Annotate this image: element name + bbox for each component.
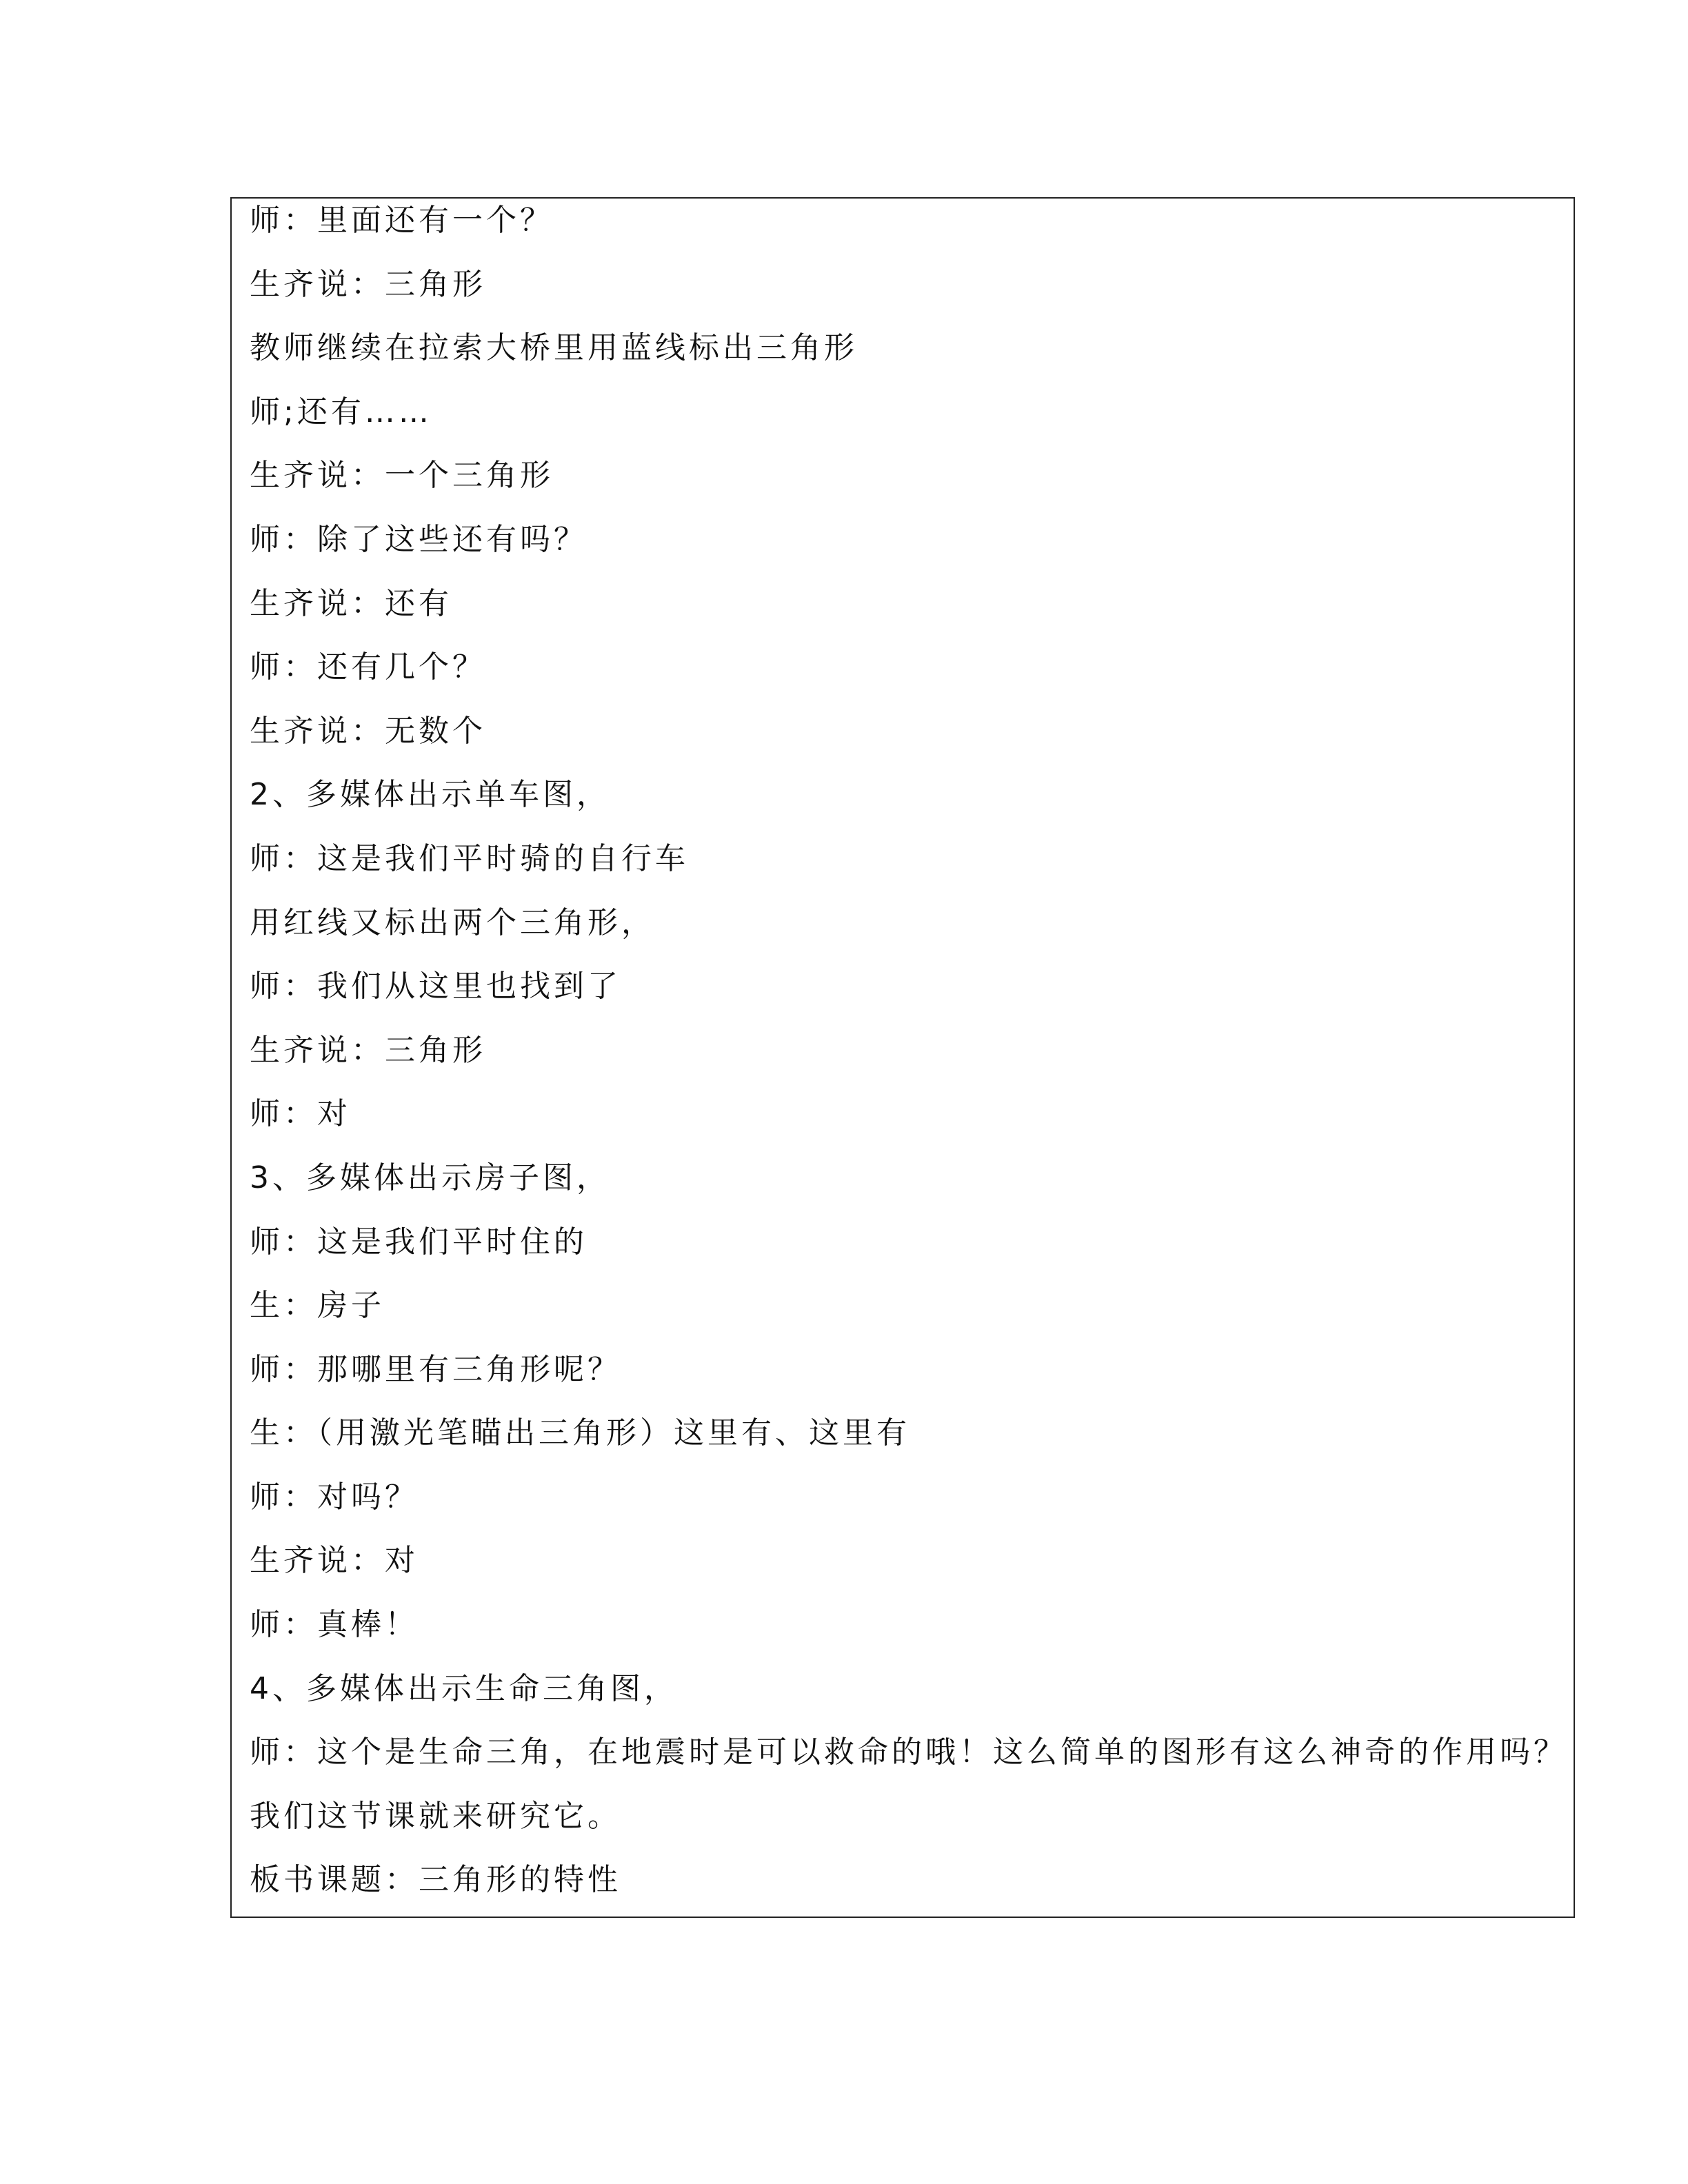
transcript-line: 3、多媒体出示房子图， <box>250 1160 610 1195</box>
transcript-line: 师：那哪里有三角形呢？ <box>250 1351 621 1387</box>
transcript-line: 生：房子 <box>250 1288 385 1324</box>
transcript-line: 师：对 <box>250 1096 351 1132</box>
transcript-line: 用红线又标出两个三角形， <box>250 904 655 940</box>
transcript-line: 教师继续在拉索大桥里用蓝线标出三角形 <box>250 330 858 366</box>
transcript-lines <box>250 199 1567 1922</box>
transcript-line: 生齐说：对 <box>250 1543 419 1579</box>
transcript-line: 师：里面还有一个？ <box>250 203 554 238</box>
transcript-line: 师：真棒！ <box>250 1607 419 1643</box>
transcript-line: 生齐说：还有 <box>250 585 452 621</box>
transcript-line: 我们这节课就来研究它。 <box>250 1798 621 1834</box>
lesson-transcript-box <box>230 197 1575 1918</box>
transcript-line: 师：还有几个？ <box>250 649 486 685</box>
transcript-line: 生齐说：三角形 <box>250 266 486 302</box>
transcript-line: 师：除了这些还有吗？ <box>250 521 587 557</box>
transcript-line: 师：这个是生命三角，在地震时是可以救命的哦！这么简单的图形有这么神奇的作用吗？ <box>250 1735 1567 1770</box>
transcript-line: 2、多媒体出示单车图， <box>250 777 610 813</box>
transcript-line: 师;还有…… <box>250 394 432 429</box>
transcript-line: 生齐说：一个三角形 <box>250 458 554 494</box>
transcript-line: 师：我们从这里也找到了 <box>250 969 621 1004</box>
transcript-line: 师：这是我们平时住的 <box>250 1224 587 1260</box>
transcript-line: 生齐说：三角形 <box>250 1032 486 1068</box>
transcript-line: 生：（用激光笔瞄出三角形）这里有、这里有 <box>250 1415 910 1451</box>
transcript-line: 板书课题：三角形的特性 <box>250 1862 621 1898</box>
transcript-line: 生齐说：无数个 <box>250 713 486 749</box>
transcript-line: 师：对吗？ <box>250 1479 419 1515</box>
transcript-line: 4、多媒体出示生命三角图， <box>250 1670 678 1706</box>
transcript-line: 师：这是我们平时骑的自行车 <box>250 840 689 876</box>
